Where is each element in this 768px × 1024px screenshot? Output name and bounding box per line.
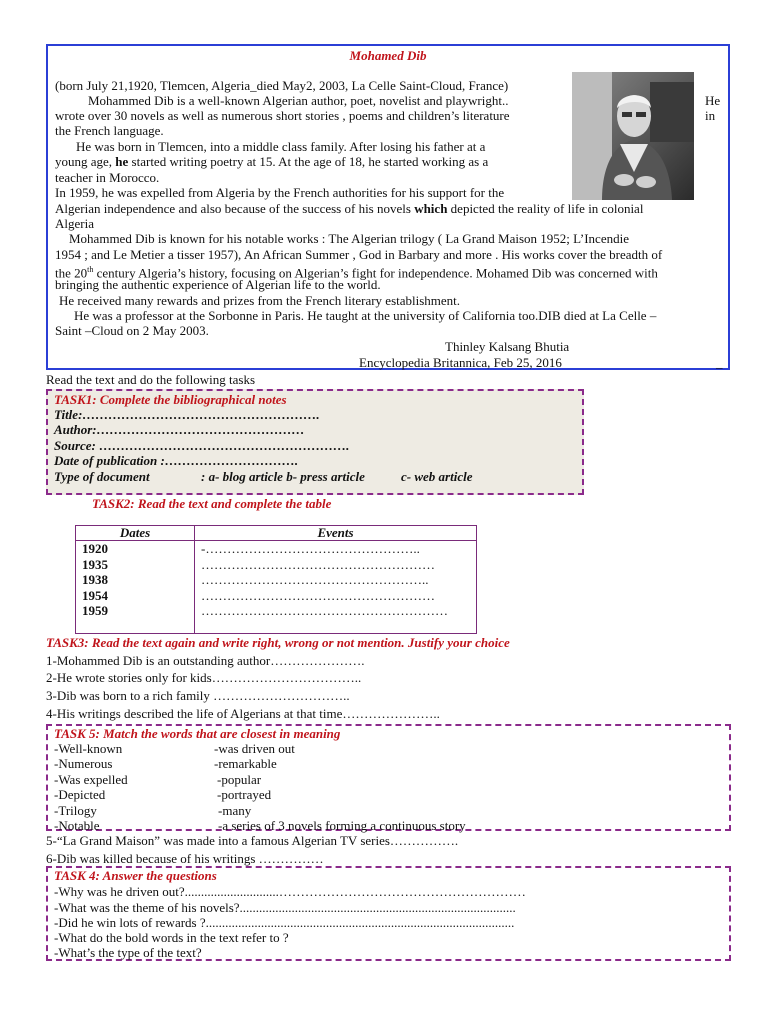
- task4-question-2: -What was the theme of his novels?.....................................................................................: [54, 900, 516, 915]
- article-line-6: [55, 154, 488, 169]
- article-line-16: He was a professor at the Sorbonne in Paris. He taught at the university of California too.DIB died at La Celle –: [74, 308, 657, 323]
- match-right-2: -remarkable: [214, 756, 277, 771]
- instructions: Read the text and do the following tasks: [46, 372, 256, 387]
- year-1954: 1954: [82, 587, 108, 603]
- match-left-2: -Numerous: [54, 756, 113, 771]
- match-right-5: -many: [218, 803, 252, 818]
- article-line-7: teacher in Morocco.: [55, 170, 160, 185]
- article-line-3: wrote over 30 novels as well as numerous short stories , poems and children’s literature: [55, 108, 510, 123]
- task1-title-field: Title:……………………………………………….: [54, 407, 320, 422]
- task1-type-label: Type of document: [54, 469, 150, 484]
- article-line-17: Saint –Cloud on 2 May 2003.: [55, 323, 209, 338]
- task3-item-3: 3-Dib was born to a rich family …………………………..: [46, 688, 350, 703]
- task3-item-5: 5-“La Grand Maison” was made into a famous Algerian TV series…………….: [46, 833, 459, 848]
- match-left-6: -Notable: [54, 818, 100, 833]
- article-line-8: In 1959, he was expelled from Algeria by the French authorities for his support for the: [55, 185, 505, 200]
- match-right-6: -a series of 3 novels forming a continuous story: [218, 818, 466, 833]
- match-right-1: -was driven out: [214, 741, 295, 756]
- author-portrait: [572, 72, 694, 200]
- header-events: Events: [195, 526, 477, 541]
- article-line-9: [55, 201, 643, 216]
- task4-question-5: -What’s the type of the text?: [54, 945, 202, 960]
- year-1959: 1959: [82, 603, 108, 618]
- task1-title: TASK1: Complete the bibliographical notes: [54, 392, 287, 407]
- article-line-11: Mohammed Dib is known for his notable works : The Algerian trilogy ( La Grand Maison 1952; L’Incendie: [69, 231, 629, 246]
- year-1920: 1920: [82, 541, 108, 556]
- corner-mark: _: [716, 355, 723, 370]
- task4-box: [46, 866, 731, 961]
- bold-word-he: he: [115, 154, 129, 169]
- article-line-12: 1954 ; and Le Metier a tisser 1957), An African Summer , God in Barbary and more . His works cover the breadth of: [55, 247, 663, 262]
- article-line-13b: century Algeria’s history, focusing on Algerian’s fight for independence. Mohamed Dib was concerned with: [96, 265, 658, 281]
- article-line-10: Algeria: [55, 216, 94, 231]
- article-line-4: the French language.: [55, 123, 164, 138]
- events-cell: [195, 541, 477, 634]
- task1-author-field: Author:…………………………………………: [54, 422, 305, 437]
- match-left-3: -Was expelled: [54, 772, 128, 787]
- task1-type-options: : a- blog article b- press article: [201, 469, 365, 484]
- table-row: [76, 541, 477, 634]
- task1-date-field: Date of publication :………………………….: [54, 453, 299, 468]
- task4-question-3: -Did he win lots of rewards ?...............................................................................................: [54, 915, 515, 930]
- task1-box: [46, 389, 584, 495]
- portrait-image: [572, 72, 694, 200]
- task3-title: TASK3: Read the text again and write right, wrong or not mention. Justify your choice: [46, 635, 510, 650]
- task5-box: [46, 724, 731, 831]
- task2-title: TASK2: Read the text and complete the table: [92, 496, 332, 511]
- task3-item-4: 4-His writings described the life of Algerians at that time…………………..: [46, 706, 440, 721]
- article-line-5: He was born in Tlemcen, into a middle class family. After losing his father at a: [76, 139, 486, 154]
- event-blank-4[interactable]: ………………………………………………: [201, 587, 435, 603]
- article-line-15: He received many rewards and prizes from the French literary establishment.: [59, 293, 461, 308]
- event-blank-5[interactable]: …………………………………………………: [201, 603, 448, 618]
- table-header-row: [76, 526, 477, 541]
- dates-events-table: [75, 525, 477, 634]
- task1-source-field: Source: ………………………………………………….: [54, 438, 350, 453]
- match-right-3: -popular: [217, 772, 262, 787]
- event-blank-1[interactable]: -…………………………………………..: [201, 541, 420, 556]
- article-line-2: Mohammed Dib is a well-known Algerian author, poet, novelist and playwright..: [88, 93, 509, 108]
- match-right-4: -portrayed: [217, 787, 272, 802]
- task3-item-2: 2-He wrote stories only for kids……………………………..: [46, 670, 362, 685]
- article-in-right: in: [705, 108, 716, 123]
- task4-title: TASK 4: Answer the questions: [54, 868, 217, 883]
- article-title: Mohamed Dib: [349, 48, 427, 63]
- article-line-6a: young age,: [55, 154, 113, 169]
- year-1938: 1938: [82, 572, 108, 587]
- event-blank-3[interactable]: ……………………………………………..: [201, 572, 429, 587]
- task4-question-4: -What do the bold words in the text refer to ?: [54, 930, 289, 945]
- article-line-13a: the 20: [55, 265, 88, 281]
- task3-item-1: 1-Mohammed Dib is an outstanding author………………….: [46, 653, 365, 668]
- bold-word-which: which: [414, 201, 448, 216]
- article-box: [46, 44, 730, 370]
- task1-type-c: c- web article: [401, 469, 473, 484]
- article-source: Encyclopedia Britannica, Feb 25, 2016: [359, 355, 562, 370]
- match-left-1: -Well-known: [54, 741, 123, 756]
- article-line-6b: started writing poetry at 15. At the age of 18, he started working as a: [131, 154, 489, 169]
- article-line-9b: depicted the reality of life in colonial: [450, 201, 644, 216]
- task3-item-6: 6-Dib was killed because of his writings ……………: [46, 851, 324, 866]
- article-author: Thinley Kalsang Bhutia: [445, 339, 570, 354]
- header-dates: Dates: [76, 526, 195, 541]
- article-line-14: bringing the authentic experience of Algerian life to the world.: [55, 277, 381, 292]
- match-left-5: -Trilogy: [54, 803, 97, 818]
- article-line-9a: Algerian independence and also because of the success of his novels: [55, 201, 411, 216]
- article-he-right: He: [705, 93, 721, 108]
- task4-question-1: -Why was he driven out?.............................…………………………………………………: [54, 884, 526, 899]
- event-blank-2[interactable]: ………………………………………………: [201, 556, 435, 572]
- match-left-4: -Depicted: [54, 787, 106, 802]
- article-line-1: (born July 21,1920, Tlemcen, Algeria_died May2, 2003, La Celle Saint-Cloud, France): [55, 78, 509, 93]
- task5-title: TASK 5: Match the words that are closest in meaning: [54, 726, 341, 741]
- dates-cell: [76, 541, 195, 634]
- year-1935: 1935: [82, 556, 108, 572]
- ordinal-suffix: th: [87, 265, 94, 274]
